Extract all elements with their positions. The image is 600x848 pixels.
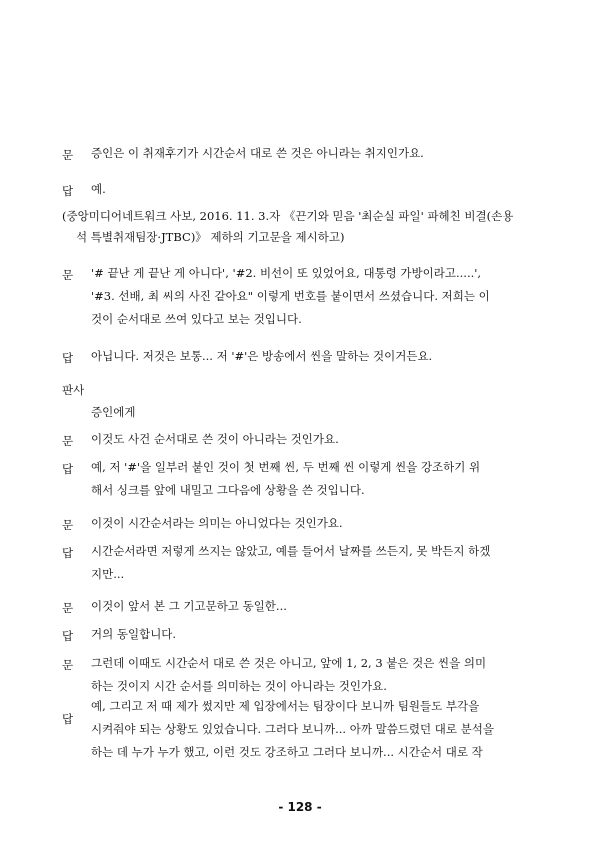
text-line: '# 끝난 게 끝난 게 아니다', '#2. 비선이 또 있었어요, 대통령 가방이라고.....', — [91, 266, 482, 280]
text-line: '#3. 선배, 최 씨의 사진 같아요" 이렇게 번호를 붙이면서 쓰셨습니다. 저희는 이 — [91, 289, 490, 303]
speaker-label: 답 — [62, 629, 74, 643]
entry-text — [91, 142, 546, 165]
speaker-label: 문 — [62, 148, 74, 162]
speaker-label: 문 — [62, 658, 74, 672]
entry-text — [91, 456, 546, 502]
entry-text — [91, 345, 546, 368]
text-line: 하는 데 누가 누가 했고, 이런 것도 강조하고 그러다 보니까... 시간순서 대로 작 — [91, 745, 483, 759]
entry-text — [91, 540, 546, 586]
note-line: (중앙미디어네트워크 사보, 2016. 11. 3.자 《끈기와 믿음 '최순실 파일' 파헤친 비결(손용 — [62, 209, 514, 223]
text-line: 이것이 앞서 본 그 기고문하고 동일한... — [91, 599, 287, 613]
entry-text — [91, 262, 546, 331]
text-line: 해서 싱크를 앞에 내밀고 그다음에 상황을 쓴 것입니다. — [91, 483, 365, 497]
speaker-label: 문 — [62, 601, 74, 615]
speaker-label: 판사 — [62, 383, 85, 397]
speaker-label: 답 — [62, 184, 74, 198]
text-line: 시간순서라면 저렇게 쓰지는 않았고, 예를 들어서 날짜를 쓰든지, 못 박든지 하겠 — [91, 544, 491, 558]
entry-text — [91, 652, 546, 698]
speaker-label: 답 — [62, 351, 74, 365]
text-line: 시켜줘야 되는 상황도 있었습니다. 그러다 보니까... 아까 말씀드렸던 대로 분석을 — [91, 722, 495, 736]
speaker-label: 답 — [62, 712, 74, 726]
text-line: 이것도 사건 순서대로 쓴 것이 아니라는 것인가요. — [91, 432, 339, 446]
text-line: 그런데 이때도 시간순서 대로 쓴 것은 아니고, 앞에 1, 2, 3 붙은 것은 씬을 의미 — [91, 656, 487, 670]
text-line: 하는 것이지 시간 순서를 의미하는 것이 아니라는 것인가요. — [91, 679, 387, 693]
speaker-label: 답 — [62, 462, 74, 476]
text-line: 예, 저 '#'을 일부러 붙인 것이 첫 번째 씬, 두 번째 씬 이렇게 씬을 강조하기 위 — [91, 460, 481, 474]
text-line: 이것이 시간순서라는 의미는 아니었다는 것인가요. — [91, 516, 343, 530]
text-line: 예, 그리고 저 때 제가 썼지만 제 입장에서는 팀장이다 보니까 팀원들도 부각을 — [91, 699, 480, 713]
speaker-label: 문 — [62, 268, 74, 282]
text-line: 것이 순서대로 쓰여 있다고 보는 것입니다. — [91, 312, 302, 326]
text-line: 증인은 이 취재후기가 시간순서 대로 쓴 것은 아니라는 취지인가요. — [91, 146, 424, 160]
speaker-label: 문 — [62, 518, 74, 532]
entry-text — [91, 695, 546, 764]
text-line: 예. — [91, 182, 106, 196]
exhibit-note — [62, 206, 562, 248]
entry-text — [91, 401, 546, 424]
entry-text — [91, 623, 546, 646]
entry-text — [91, 428, 546, 451]
text-line: 아닙니다. 저것은 보통... 저 '#'은 방송에서 씬을 말하는 것이거든요. — [91, 349, 433, 363]
page-number: - 128 - — [278, 800, 322, 814]
text-line: 거의 동일합니다. — [91, 627, 177, 641]
text-line: 증인에게 — [91, 405, 136, 419]
speaker-label: 답 — [62, 546, 74, 560]
entry-text — [91, 512, 546, 535]
entry-text — [91, 595, 546, 618]
note-line: 석 특별취재팀장·JTBC)》 제하의 기고문을 제시하고) — [76, 230, 345, 244]
entry-text — [91, 178, 546, 201]
speaker-label: 문 — [62, 434, 74, 448]
text-line: 지만... — [91, 567, 125, 581]
